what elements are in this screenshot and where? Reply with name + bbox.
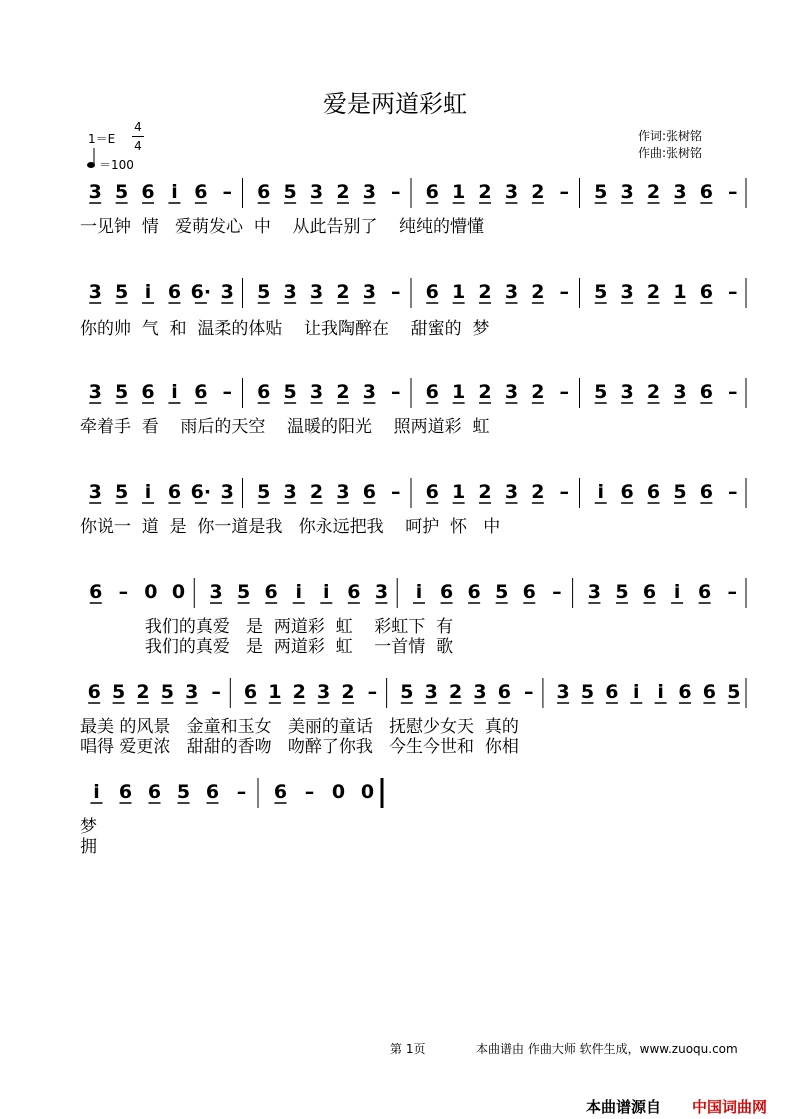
note: 2 (341, 681, 355, 703)
note: 3 (620, 181, 634, 203)
note: – (367, 681, 378, 703)
score-system (78, 776, 750, 816)
note: – (391, 481, 401, 503)
note: – (391, 381, 401, 403)
note: 2 (309, 481, 324, 503)
note: i (657, 681, 664, 703)
note: 2 (646, 181, 661, 203)
note: 2 (646, 381, 661, 403)
note: 3 (209, 581, 223, 603)
note: 2 (136, 681, 150, 703)
note: i (144, 281, 152, 303)
notation-line (78, 176, 750, 216)
note: – (118, 581, 129, 603)
note: 3 (504, 481, 519, 503)
note: – (523, 681, 534, 703)
notation-line (78, 276, 750, 316)
note: 5 (176, 781, 191, 803)
note: 1 (452, 181, 466, 203)
note: 0 (171, 581, 186, 603)
lyricist-credit: 作词:张树铭 (638, 129, 703, 143)
time-signature-top: 4 (134, 120, 142, 134)
note: 5 (115, 381, 129, 403)
note: 3 (283, 481, 297, 503)
tempo-marking: ＝100 (99, 158, 134, 172)
note: – (304, 781, 315, 803)
note: 1 (452, 481, 466, 503)
note: – (236, 781, 247, 803)
lyric-line: 唱得 爱更浓 甜甜的香吻 吻醉了你我 今生今世和 你相 (80, 737, 519, 757)
score-system (78, 376, 750, 416)
note: 6 (141, 381, 155, 403)
note: i (415, 581, 423, 603)
notation-line (78, 376, 750, 416)
note: 3 (362, 181, 376, 203)
notation-line (78, 576, 750, 616)
note: 3 (336, 481, 350, 503)
note: 5 (160, 681, 174, 703)
note: 6 (702, 681, 717, 703)
note: 6 (425, 281, 439, 303)
note: 6 (194, 381, 208, 403)
note: 6 (273, 781, 288, 803)
note: 3 (374, 581, 389, 603)
note: – (552, 581, 562, 603)
note: 6 (646, 481, 661, 503)
note: 6 (205, 781, 220, 803)
notation-line (78, 476, 750, 516)
note: 2 (531, 381, 545, 403)
note: 5 (115, 481, 129, 503)
generator-note: 本曲谱由 作曲大师 软件生成，www.zuoqu.com (476, 1042, 738, 1056)
note: i (171, 381, 178, 403)
note: 6 (699, 381, 713, 403)
note: 5 (236, 581, 251, 603)
note: 5 (594, 281, 608, 303)
note: 0 (144, 581, 158, 603)
notation-line (78, 776, 750, 816)
lyric-line: 一见钟 情 爱萌发心 中 从此告别了 纯纯的懵懂 (80, 217, 485, 237)
note: 1 (452, 381, 466, 403)
note: 2 (336, 281, 350, 303)
note: 6· (190, 281, 212, 303)
note: – (211, 681, 221, 703)
score-system (78, 576, 750, 616)
note: 6 (439, 581, 454, 603)
note: 3 (309, 281, 324, 303)
note: 2 (478, 181, 492, 203)
note: – (728, 281, 738, 303)
note: 3 (362, 281, 376, 303)
note: 6 (194, 181, 208, 203)
score-system (78, 176, 750, 216)
note: 2 (646, 281, 661, 303)
note: 3 (220, 481, 234, 503)
note: 3 (283, 281, 297, 303)
lyric-line: 牵着手 看 雨后的天空 温暖的阳光 照两道彩 虹 (80, 417, 490, 437)
note: 3 (362, 381, 376, 403)
note: i (295, 581, 302, 603)
note: i (323, 581, 330, 603)
note: 6 (425, 381, 439, 403)
note: 3 (673, 381, 687, 403)
note: 3 (220, 281, 234, 303)
note: 2 (336, 181, 350, 203)
lyric-line: 你的帅 气 和 温柔的体贴 让我陶醉在 甜蜜的 梦 (80, 319, 490, 339)
note: 3 (673, 181, 687, 203)
note: 2 (478, 481, 492, 503)
note: 1 (268, 681, 282, 703)
note: – (222, 381, 233, 403)
note: 3 (424, 681, 438, 703)
note: 5 (580, 681, 595, 703)
lyric-line: 梦 (80, 817, 97, 837)
note: 5 (115, 281, 129, 303)
note: – (559, 481, 570, 503)
score-system (78, 676, 750, 716)
note: 3 (473, 681, 487, 703)
note: – (559, 281, 570, 303)
time-signature-divider (132, 136, 144, 137)
notation-line (78, 676, 750, 716)
note: 6 (257, 181, 271, 203)
lyric-line: 最美 的风景 金童和玉女 美丽的童话 抚慰少女天 真的 (80, 717, 519, 737)
lyric-line: 我们的真爱 是 两道彩 虹 一首情 歌 (80, 637, 454, 657)
note: 6 (698, 581, 712, 603)
note: – (222, 181, 233, 203)
note: 5 (257, 281, 271, 303)
note: i (171, 181, 178, 203)
note: 6 (243, 681, 258, 703)
note: 6 (264, 581, 278, 603)
note: 6 (425, 481, 439, 503)
note: 6 (467, 581, 481, 603)
key-text: 1＝E (88, 132, 116, 146)
note: – (727, 581, 737, 603)
note: 0 (360, 781, 375, 803)
note: 5 (594, 381, 608, 403)
note: 6 (89, 581, 103, 603)
note: 6 (147, 781, 162, 803)
note: 5 (673, 481, 687, 503)
lyric-line: 我们的真爱 是 两道彩 虹 彩虹下 有 (80, 617, 454, 637)
note: 3 (504, 281, 519, 303)
note: 2 (478, 281, 492, 303)
note: 3 (88, 181, 102, 203)
note: 3 (88, 281, 102, 303)
time-signature-bottom: 4 (134, 139, 142, 153)
note: – (728, 181, 738, 203)
source-label: 本曲谱源自 (586, 1098, 662, 1116)
note: 5 (495, 581, 509, 603)
note: 3 (587, 581, 602, 603)
note: 6 (678, 681, 692, 703)
note: i (673, 581, 681, 603)
note: 6 (257, 381, 271, 403)
note: 6 (605, 681, 619, 703)
composer-credit: 作曲:张树铭 (638, 146, 703, 160)
note: 6 (699, 481, 713, 503)
note: 6 (167, 481, 182, 503)
note: – (559, 181, 570, 203)
note: 2 (448, 681, 463, 703)
note: 5 (283, 381, 297, 403)
note: 6 (347, 581, 361, 603)
note: 3 (88, 381, 102, 403)
note: i (93, 781, 100, 803)
note: 6 (118, 781, 133, 803)
note: 5 (257, 481, 271, 503)
note: – (728, 381, 738, 403)
lyric-line: 你说一 道 是 你一道是我 你永远把我 呵护 怀 中 (80, 517, 501, 537)
note: 6· (190, 481, 212, 503)
note: i (144, 481, 152, 503)
score-system (78, 276, 750, 316)
note: 3 (504, 381, 519, 403)
note: 6 (699, 181, 713, 203)
note: 3 (185, 681, 199, 703)
note: 2 (531, 281, 545, 303)
note: 2 (478, 381, 492, 403)
note: 3 (88, 481, 102, 503)
note: 3 (556, 681, 570, 703)
note: 5 (615, 581, 629, 603)
note: 2 (531, 181, 545, 203)
note: 3 (620, 381, 634, 403)
note: 6 (141, 181, 155, 203)
note: 3 (504, 181, 519, 203)
note: 6 (425, 181, 439, 203)
note: 5 (111, 681, 126, 703)
note: 5 (115, 181, 129, 203)
page-title: 爱是两道彩虹 (323, 90, 467, 118)
lyric-line: 拥 (80, 837, 97, 857)
note: 6 (167, 281, 182, 303)
note: 5 (400, 681, 414, 703)
note: 6 (642, 581, 657, 603)
note: 1 (452, 281, 466, 303)
note: 6 (620, 481, 634, 503)
note: 6 (522, 581, 536, 603)
note: 6 (87, 681, 101, 703)
note: i (597, 481, 604, 503)
note: – (559, 381, 570, 403)
note: 5 (283, 181, 297, 203)
note: 2 (336, 381, 350, 403)
note: – (391, 281, 401, 303)
note: i (633, 681, 640, 703)
note: – (728, 481, 738, 503)
note: 3 (309, 381, 324, 403)
note: 3 (309, 181, 324, 203)
note: 6 (362, 481, 376, 503)
score-system (78, 476, 750, 516)
page-number: 第 1页 (390, 1042, 426, 1056)
note: 5 (727, 681, 741, 703)
site-logo-text: 中国词曲网 (692, 1098, 768, 1116)
note: 0 (331, 781, 346, 803)
note: 6 (699, 281, 713, 303)
note: 1 (673, 281, 687, 303)
note: 6 (497, 681, 511, 703)
note: 5 (594, 181, 608, 203)
key-signature (88, 130, 115, 147)
note: 2 (531, 481, 545, 503)
note: 3 (620, 281, 634, 303)
note: 2 (292, 681, 306, 703)
note: 3 (317, 681, 331, 703)
note: – (391, 181, 401, 203)
